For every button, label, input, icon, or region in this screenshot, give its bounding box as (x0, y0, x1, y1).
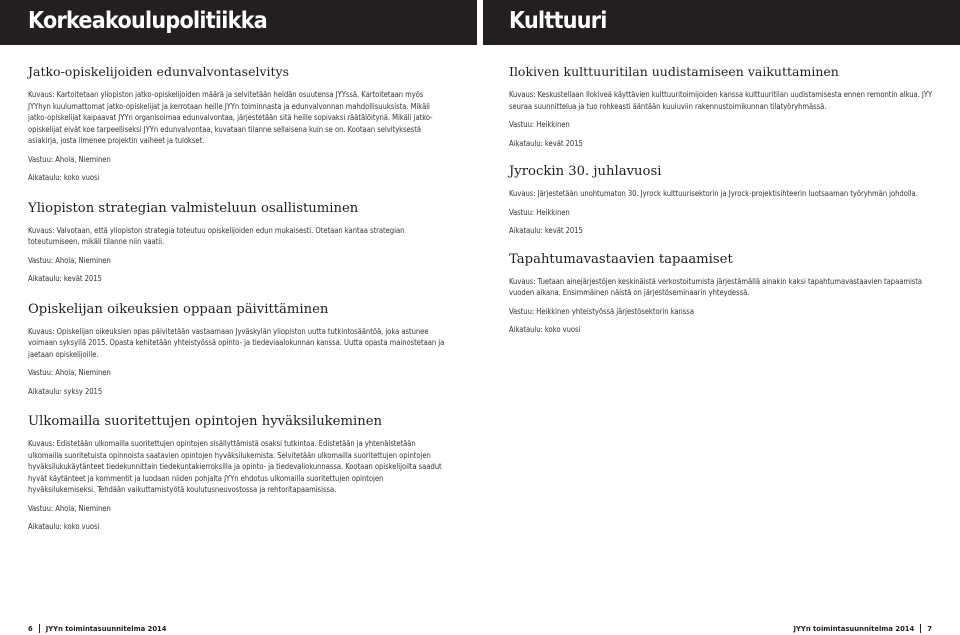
section-kuvaus: Kuvaus: Järjestetään unohtumaton 30. Jyrock kulttuurisektorin ja Jyrock-projektisihteerin luotsaaman työryhmän johdolla. (509, 189, 918, 198)
section-kuvaus: Kuvaus: Edistetään ulkomailla suoritettujen opintojen sisällyttämistä osaksi tutkintoa. Edistetään ja yhtenäistetään ulkomailla suoritetuista opinnoista saatavien opintojen hyväksilukemista. Selvitetään ulkomailla suoritettujen opintojen hyväksilukukäytänteet tiedekunnittain tiedekuntakierroksilla ja opinto- ja tiedevaliokunnassa. Kootaan opiskelijoilta saadut hyvät käytänteet ja kommentit ja luodaan niiden pohjalta JYYn ehdotus ulkomailla suoritettujen opintojen hyväksilukemiseksi. Tehdään vaikuttamistyötä koulutusneuvostossa ja rehtoritapaamisissa. (28, 439, 442, 494)
right-footer (793, 624, 932, 633)
section-ulkomaiset-opinnot (28, 414, 448, 533)
left-content (28, 64, 448, 550)
section-vastuu: Vastuu: Heikkinen (509, 120, 570, 129)
right-banner (483, 0, 960, 45)
section-kuvaus: Kuvaus: Kartoitetaan yliopiston jatko-opiskelijoiden määrä ja selvitetään heidän osuutensa JYYssä. Kartoitetaan myös JYYhyn kuulumattomat jatko-opiskelijat ja kerrotaan heille JYYn toiminnasta ja edunvalvonnan mahdollisuuksista. Mikäli jatko-opiskelijat kaipaavat JYYn organisoimaa edunvalvontaa, järjestetään sitä heille sopivaksi räätälöitynä. Mikäli jatko-opiskelijat eivät koe tarpeelliseksi JYYn edunvalvontaa, kuvataan tilanne sellaisena kuin se on. Kootaan selvityksestä asiakirja, josta ilmenee projektin vaiheet ja tulokset. (28, 90, 433, 145)
left-banner (0, 0, 477, 45)
section-oikeuksien-opas (28, 302, 448, 398)
section-kuvaus: Kuvaus: Opiskelijan oikeuksien opas päivitetään vastaamaan Jyväskylän yliopiston uutta tutkintosääntöä, joka astunee voimaan syksyllä 2015. Opasta kehitetään yhteistyössä opinto- ja tiedeviaalokunnan kanssa. Uutta opasta mainostetaan ja jaetaan opiskelijoille. (28, 326, 445, 359)
section-heading: Jatko-opiskelijoiden edunvalvontaselvitys (28, 64, 290, 79)
section-aikataulu: Aikataulu: kevät 2015 (509, 138, 583, 148)
section-aikataulu: Aikataulu: koko vuosi (509, 325, 581, 334)
section-vastuu: Vastuu: Heikkinen (509, 207, 570, 217)
right-banner-title: Kulttuuri (509, 8, 607, 34)
section-kuvaus: Kuvaus: Valvotaan, että yliopiston strategia toteutuu opiskelijoiden edun mukaisesti. Otetaan kantaa strategian toteutumiseen, mikäli tilanne niin vaatii. (28, 225, 405, 246)
footer-divider (39, 624, 40, 633)
page-number: 7 (927, 624, 932, 633)
page-number: 6 (28, 624, 33, 633)
left-footer (28, 624, 167, 633)
section-heading: Yliopiston strategian valmisteluun osallistuminen (28, 200, 359, 216)
section-aikataulu: Aikataulu: kevät 2015 (28, 274, 102, 283)
section-jyrock (509, 164, 933, 237)
section-jatko-opiskelijat (28, 64, 448, 184)
right-content (509, 64, 933, 351)
left-banner-title: Korkeakoulupolitiikka (28, 8, 268, 34)
section-kuvaus: Kuvaus: Keskustellaan Ilokiveä käyttävien kulttuuritoimijoiden kanssa kulttuuritilan uudistamisesta ennen remontin alkua. JYY seuraa suunnittelua ja tuo rohkeasti ääntään kuuluviin rakennustoimikunnan tilatyöryhmässä. (509, 90, 933, 111)
section-heading: Tapahtumavastaavien tapaamiset (509, 251, 733, 267)
section-vastuu: Vastuu: Ahola, Nieminen (28, 503, 111, 513)
section-aikataulu: Aikataulu: kevät 2015 (509, 226, 583, 235)
section-aikataulu: Aikataulu: syksy 2015 (28, 386, 103, 396)
section-vastuu: Vastuu: Ahola, Nieminen (28, 368, 111, 377)
section-aikataulu: Aikataulu: koko vuosi (28, 522, 100, 531)
section-vastuu: Vastuu: Ahola, Nieminen (28, 255, 111, 265)
section-ilokivi (509, 64, 933, 149)
section-vastuu: Vastuu: Ahola, Nieminen (28, 154, 111, 164)
footer-title: JYYn toimintasuunnitelma 2014 (793, 624, 915, 633)
section-heading: Ulkomailla suoritettujen opintojen hyväksilukeminen (28, 414, 382, 429)
section-aikataulu: Aikataulu: koko vuosi (28, 173, 100, 182)
footer-title: JYYn toimintasuunnitelma 2014 (45, 624, 167, 633)
section-heading: Opiskelijan oikeuksien oppaan päivittäminen (28, 301, 329, 317)
footer-divider (920, 624, 921, 633)
section-heading: Ilokiven kulttuuritilan uudistamiseen vaikuttaminen (509, 64, 839, 79)
section-vastuu: Vastuu: Heikkinen yhteistyössä järjestösektorin kanssa (509, 306, 694, 316)
section-tapahtumavastaavat (509, 252, 933, 336)
section-strategia (28, 201, 448, 285)
right-page (480, 0, 960, 635)
section-heading: Jyrockin 30. juhlavuosi (509, 164, 662, 179)
section-kuvaus: Kuvaus: Tuetaan ainejärjestöjen keskinäistä verkostoitumista järjestämällä ainakin kaksi tapahtumavastaavien tapaamista vuoden aikana. Ensimmäinen näistä on järjestöseminaarin yhteydessä. (509, 276, 923, 297)
